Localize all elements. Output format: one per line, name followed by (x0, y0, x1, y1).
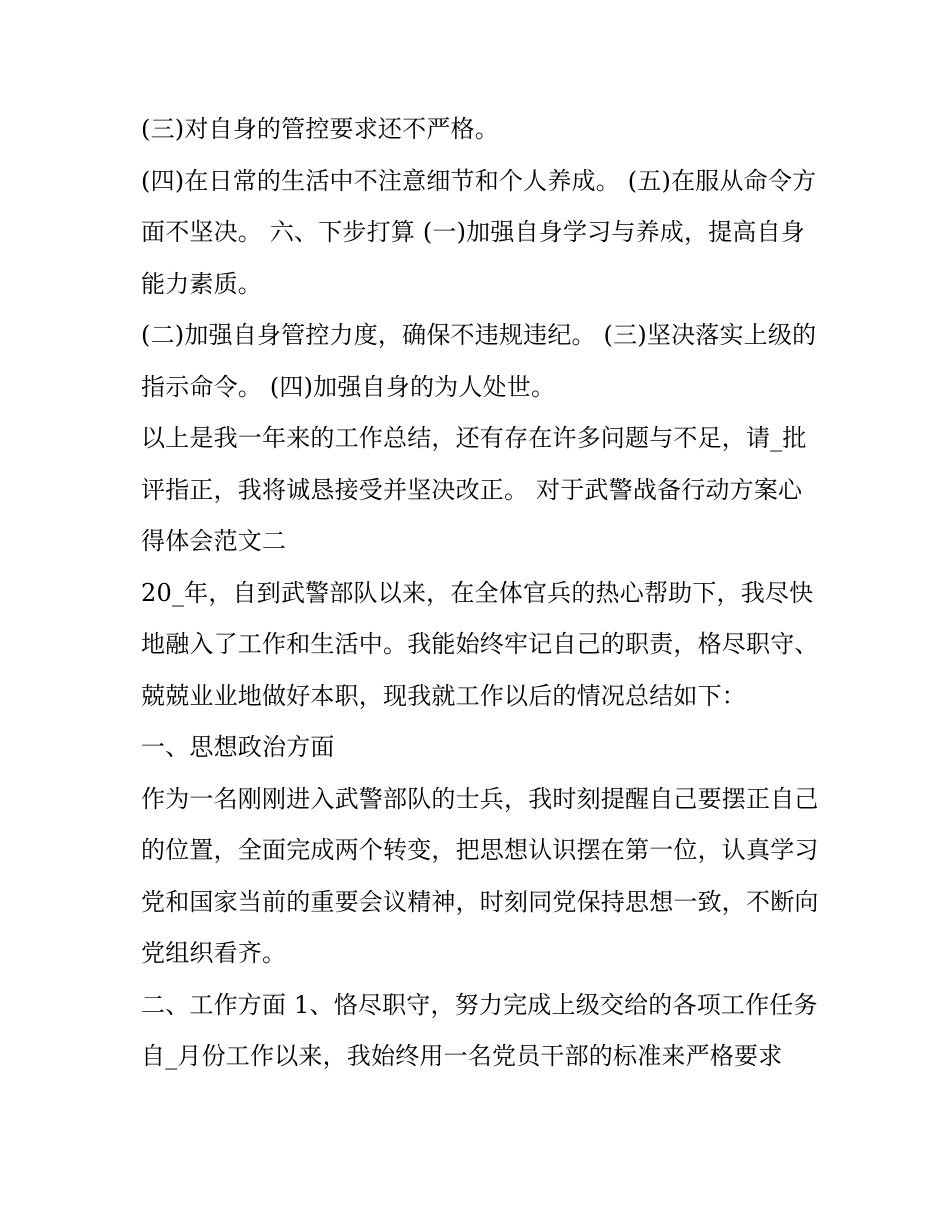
paragraph-4: 以上是我一年来的工作总结，还有存在许多问题与不足，请_批评指正，我将诚恳接受并坚决改正。 对于武警战备行动方案心得体会范文二 (141, 424, 807, 555)
document-body (141, 104, 821, 1083)
section-heading-thought-politics: 一、思想政治方面 (141, 733, 335, 761)
paragraph-7: 作为一名刚刚进入武警部队的士兵，我时刻提醒自己要摆正自己的位置，全面完成两个转变，把思想认识摆在第一位，认真学习党和国家当前的重要会议精神，时刻同党保持思想一致，不断向党组织看齐。 (141, 784, 819, 967)
paragraph-9: 自_月份工作以来，我始终用一名党员干部的标准来严格要求 (141, 1042, 783, 1070)
paragraph-5: 20_年，自到武警部队以来，在全体官兵的热心帮助下，我尽快地融入了工作和生活中。我能始终牢记自己的职责，格尽职守、兢兢业业地做好本职，现我就工作以后的情况总结如下： (141, 578, 819, 710)
paragraph-1: (三)对自身的管控要求还不严格。 (141, 115, 499, 143)
paragraph-3: (二)加强自身管控力度，确保不违规违纪。 (三)坚决落实上级的指示命令。 (四)加强自身的为人处世。 (141, 321, 817, 401)
paragraph-2: (四)在日常的生活中不注意细节和个人养成。 (五)在服从命令方面不坚决。 六、下步打算 (一)加强自身学习与养成，提高自身能力素质。 (141, 166, 817, 298)
section-heading-work: 二、工作方面 1、恪尽职守，努力完成上级交给的各项工作任务 (141, 990, 818, 1019)
